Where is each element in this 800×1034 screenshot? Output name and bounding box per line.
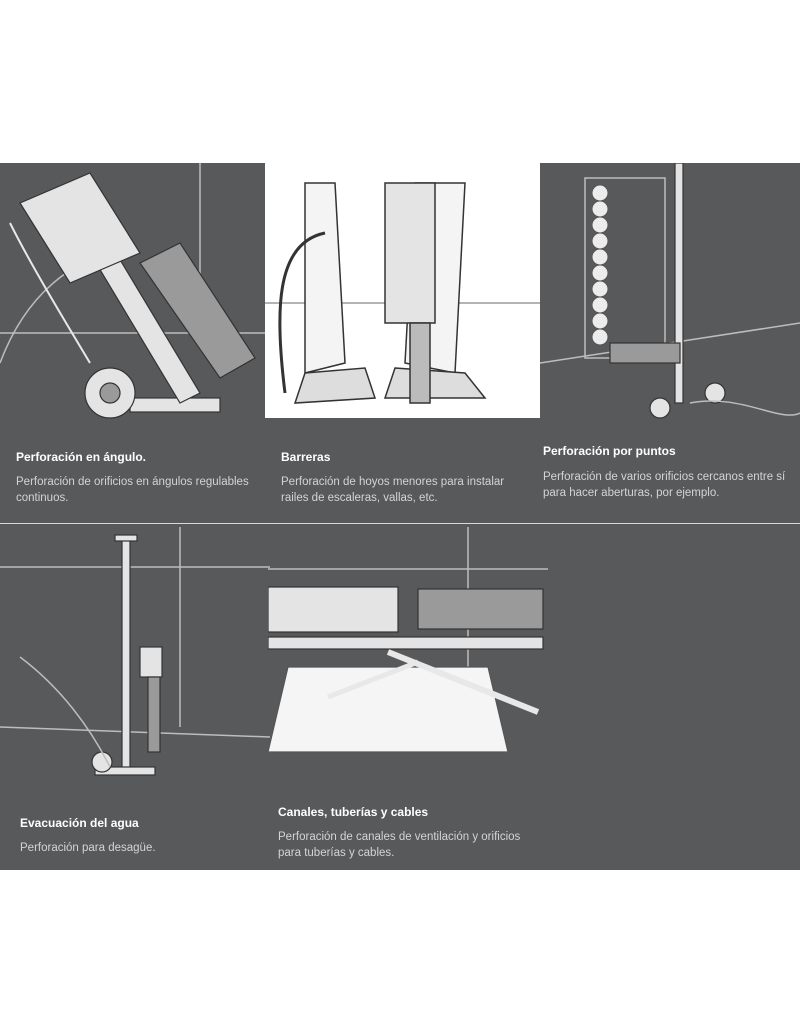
desc-line: para tuberías y cables. <box>278 847 395 859</box>
desc-line: continuos. <box>16 492 69 504</box>
water-drainage-illustration <box>0 527 270 797</box>
desc-line: para hacer aberturas, por ejemplo. <box>543 487 720 499</box>
desc-line: Perforación de orificios en ángulos regulables <box>16 476 249 488</box>
stitch-drilling-illustration <box>540 163 800 433</box>
app-title-stitch-drilling: Perforación por puntos <box>543 444 676 458</box>
desc-line: Perforación de hoyos menores para instalar <box>281 476 505 488</box>
barrier-drilling-illustration <box>265 163 540 418</box>
app-title-water-drainage: Evacuación del agua <box>20 816 139 830</box>
desc-line: Perforación de canales de ventilación y orificios <box>278 831 521 843</box>
app-title-barriers: Barreras <box>281 450 331 464</box>
angle-drilling-illustration <box>0 163 270 433</box>
app-desc-barriers <box>281 474 504 506</box>
app-title-angle-drilling: Perforación en ángulo. <box>16 450 147 464</box>
app-desc-stitch-drilling <box>543 469 785 501</box>
app-title-channels: Canales, tuberías y cables <box>278 805 429 819</box>
desc-line: Perforación de varios orificios cercanos entre sí <box>543 471 786 483</box>
app-desc-channels <box>278 829 520 861</box>
desc-line: railes de escaleras, vallas, etc. <box>281 492 438 504</box>
app-desc-water-drainage <box>20 840 156 856</box>
row-divider <box>0 523 800 524</box>
desc-line: Perforación para desagüe. <box>20 842 156 854</box>
app-desc-angle-drilling <box>16 474 249 506</box>
channels-drilling-illustration <box>268 527 548 792</box>
